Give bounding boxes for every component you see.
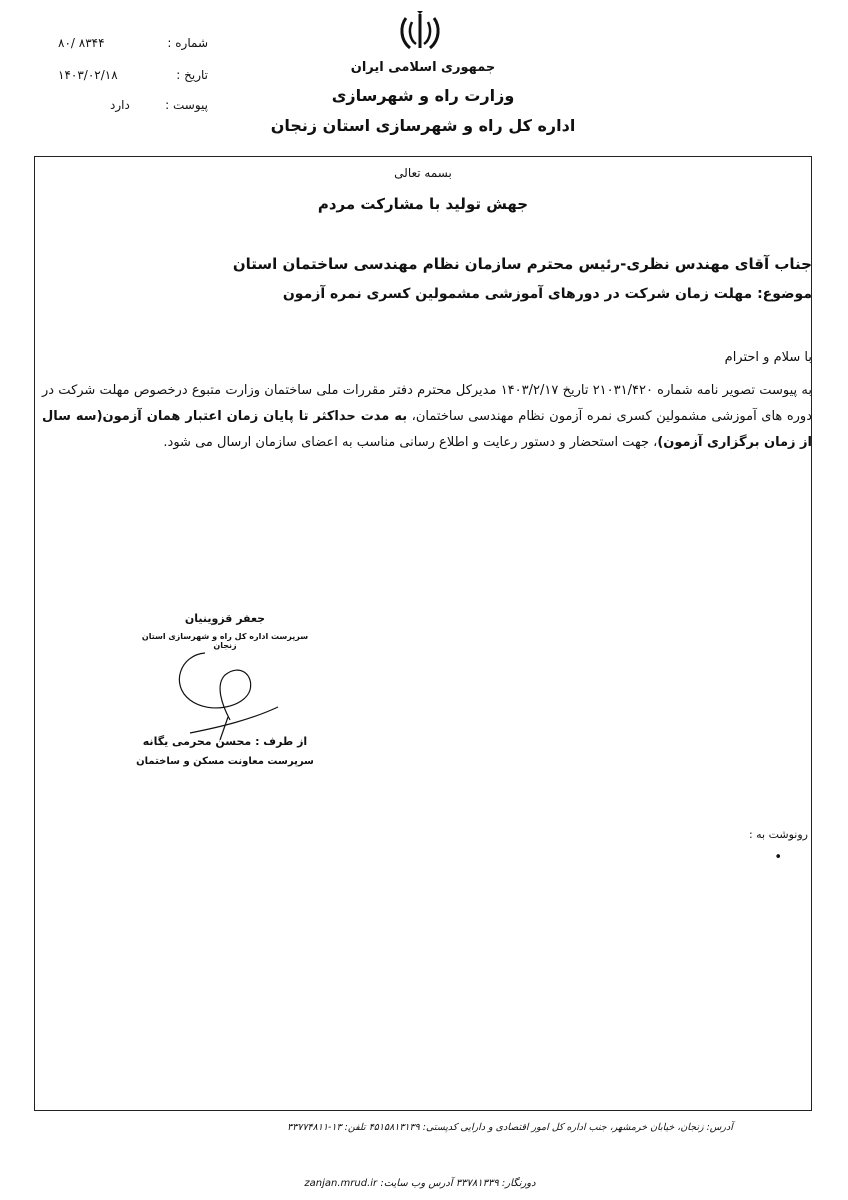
letter-date-label: تاریخ :	[176, 68, 208, 82]
slogan: جهش تولید با مشارکت مردم	[317, 195, 529, 213]
cc-label: رونوشت به :	[748, 828, 808, 841]
letter-number-row	[58, 36, 208, 50]
letter-number-label: شماره :	[167, 36, 208, 50]
body-text-part2: ، جهت استحضار و دستور رعایت و اطلاع رسانی مناسب به اعضای سازمان ارسال می شود.	[163, 435, 658, 450]
iran-emblem-icon	[398, 10, 442, 54]
signer-title: سرپرست اداره کل راه و شهرسازی استان زنجان	[141, 632, 309, 650]
on-behalf-title: سرپرست معاونت مسکن و ساختمان	[136, 756, 314, 767]
country-name: جمهوری اسلامی ایران	[350, 60, 496, 75]
letter-date-row	[58, 68, 208, 82]
letter-number-value: ۸۳۴۴ /۸۰	[58, 36, 105, 50]
signer-name: جعفر قزوینیان	[184, 612, 266, 625]
footer-address: آدرس: زنجان، خیابان خرمشهر، جنب اداره کل امور اقتصادی و دارایی کدپستی: ۴۵۱۵۸۱۳۱۳۹ تلفن: ۱۳-۳۳۷۷۴۸۱۱	[287, 1122, 733, 1133]
subject-line: موضوع: مهلت زمان شرکت در دورهای آموزشی مشمولین کسری نمره آزمون	[282, 286, 812, 302]
letter-attachment-value: دارد	[110, 98, 130, 112]
letter-attachment-row	[58, 98, 208, 112]
letter-date-value: ۱۴۰۳/۰۲/۱۸	[58, 68, 118, 82]
office-name: اداره کل راه و شهرسازی استان زنجان	[270, 116, 576, 135]
handwritten-signature	[150, 645, 290, 745]
ministry-name: وزارت راه و شهرسازی	[331, 86, 515, 105]
letter-body	[42, 378, 812, 456]
on-behalf-line: از طرف : محسن محرمی یگانه	[142, 735, 308, 748]
footer-website: دورنگار: ۳۳۷۸۱۳۳۹ آدرس وب سایت: zanjan.mrud.ir	[304, 1178, 536, 1189]
recipient-line: جناب آقای مهندس نظری-رئیس محترم سازمان نظام مهندسی ساختمان استان	[232, 255, 812, 273]
greeting: با سلام و احترام	[724, 350, 812, 365]
invocation: بسمه تعالی	[394, 166, 452, 180]
letter-attachment-label: پیوست :	[165, 98, 208, 112]
body-text-part1: به پیوست تصویر نامه شماره ۲۱۰۳۱/۴۲۰ تاریخ ۱۴۰۳/۲/۱۷ مدیرکل محترم دفتر مقررات ملی ساختمان وزارت متبوع درخصوص مهلت شرکت در دوره های آموزشی مشمولین کسری نمره آزمون نظام مهندسی ساختمان،	[42, 383, 812, 424]
body-text-bold: به مدت حداکثر تا پایان زمان اعتبار همان آزمون(سه سال از زمان برگزاری آزمون)	[42, 409, 812, 450]
cc-bullet: •	[774, 850, 782, 865]
